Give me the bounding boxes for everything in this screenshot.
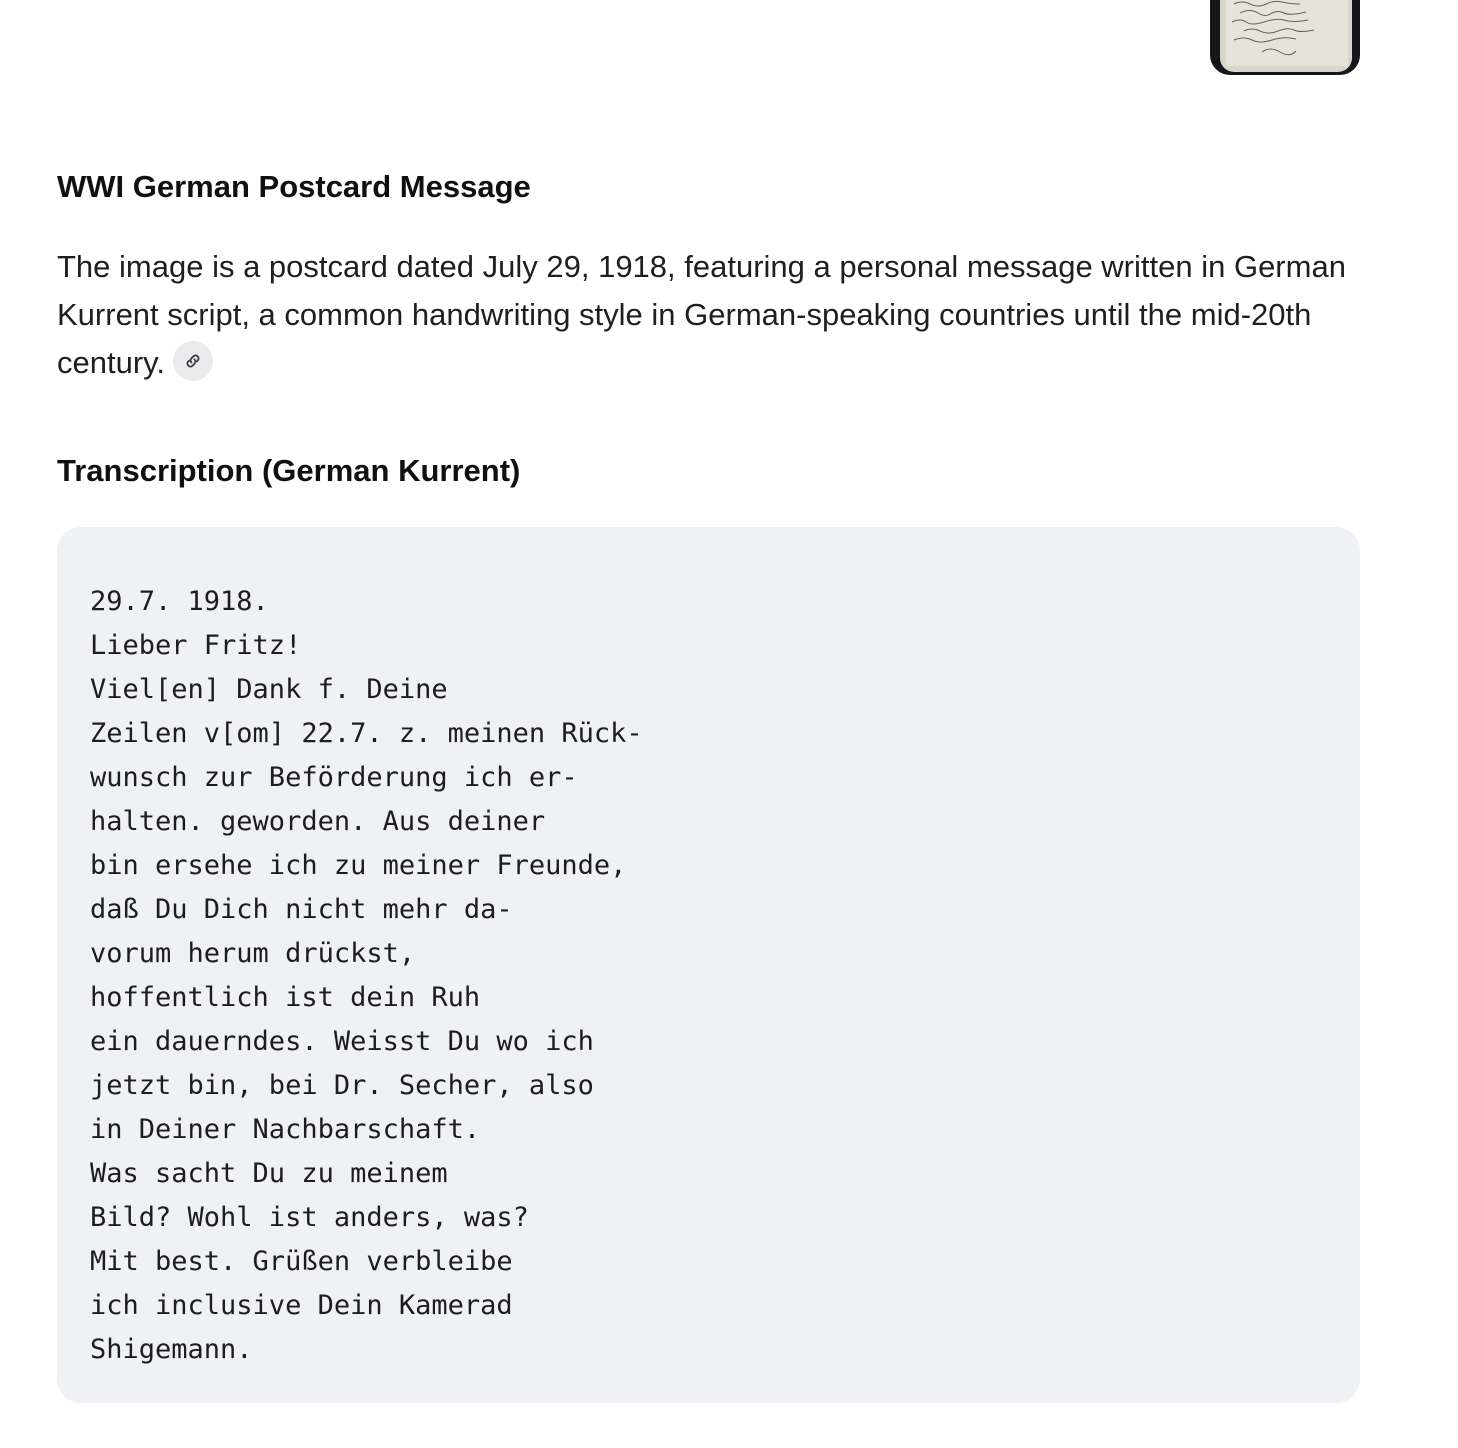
transcription-line: Viel[en] Dank f. Deine <box>90 674 448 705</box>
postcard-thumbnail[interactable] <box>1210 0 1360 75</box>
transcription-line: Bild? Wohl ist anders, was? <box>90 1202 529 1233</box>
transcription-line: halten. geworden. Aus deiner <box>90 806 546 837</box>
response-title: WWI German Postcard Message <box>57 169 531 204</box>
link-icon[interactable] <box>173 341 213 381</box>
transcription-line: Lieber Fritz! <box>90 630 302 661</box>
transcription-line: daß Du Dich nicht mehr da- <box>90 894 513 925</box>
transcription-line: vorum herum drückst, <box>90 938 416 969</box>
postcard-image <box>1210 0 1360 75</box>
intro-paragraph <box>57 243 1357 387</box>
transcription-code-block[interactable] <box>57 527 1360 1403</box>
transcription-line: Mit best. Grüßen verbleibe <box>90 1246 513 1277</box>
transcription-line: in Deiner Nachbarschaft. <box>90 1114 481 1145</box>
transcription-line: ich inclusive Dein Kamerad <box>90 1290 513 1321</box>
transcription-line: 29.7. 1918. <box>90 586 269 617</box>
transcription-line: Shigemann. <box>90 1334 253 1365</box>
section-heading: Transcription (German Kurrent) <box>57 453 521 488</box>
transcription-line: wunsch zur Beförderung ich er- <box>90 762 578 793</box>
transcription-line: Zeilen v[om] 22.7. z. meinen Rück- <box>90 718 643 749</box>
transcription-line: ein dauerndes. Weisst Du wo ich <box>90 1026 594 1057</box>
intro-text: The image is a postcard dated July 29, 1918, featuring a personal message written in German Kurrent script, a common handwriting style in German-speaking countries until the mid-20th century. <box>57 249 1346 380</box>
transcription-line: jetzt bin, bei Dr. Secher, also <box>90 1070 594 1101</box>
transcription-line: bin ersehe ich zu meiner Freunde, <box>90 850 627 881</box>
transcription-line: hoffentlich ist dein Ruh <box>90 982 481 1013</box>
transcription-text <box>90 580 643 1372</box>
transcription-line: Was sacht Du zu meinem <box>90 1158 448 1189</box>
